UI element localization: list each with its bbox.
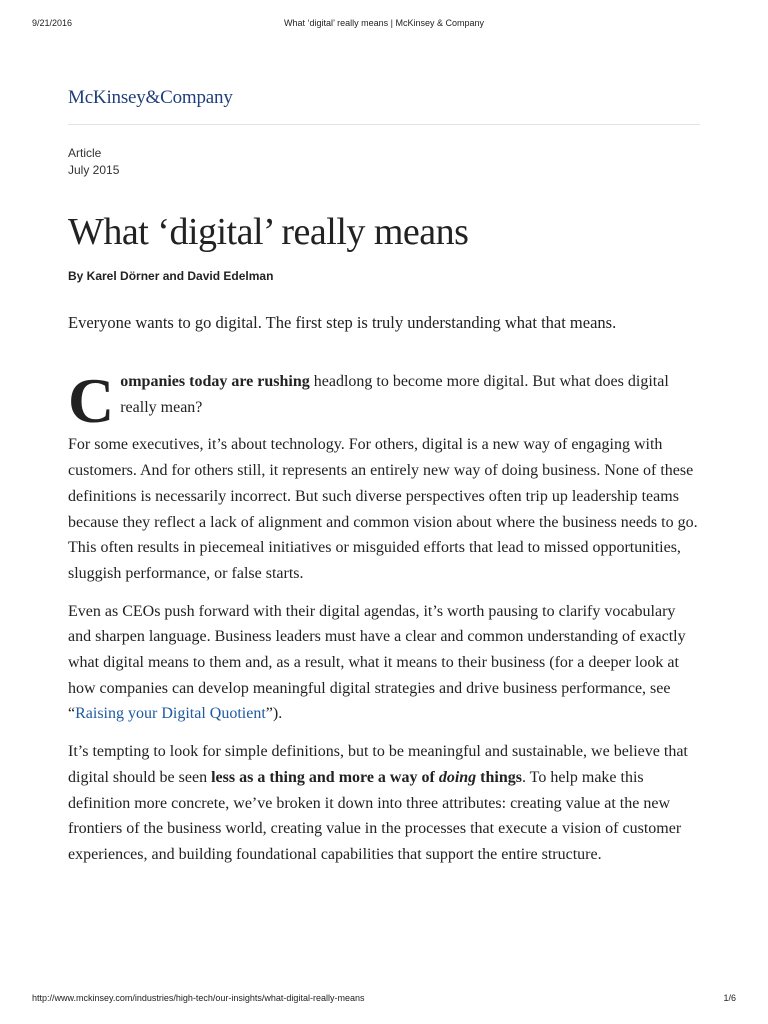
page-number: 1/6 — [723, 993, 736, 1003]
paragraph-2: For some executives, it’s about technology. For others, digital is a new way of engaging with customers. And for others still, it represents an entirely new way of doing business. None of these definitions is necessarily incorrect. But such diverse perspectives often trip up leadership teams because they reflect a lack of alignment and common vision about where the business needs to go. This often results in piecemeal initiatives or misguided efforts that lead to missed opportunities, sluggish performance, or false starts. — [68, 436, 698, 582]
print-date: 9/21/2016 — [32, 18, 73, 28]
drop-cap: C — [68, 365, 115, 436]
article-body — [68, 365, 700, 868]
paragraph-4 — [68, 739, 700, 868]
paragraph-4-bold-2: things — [476, 768, 522, 786]
paragraph-4-end: . To help make this definition more concrete, we’ve broken it down into three attributes: creating value at the new frontiers of the business world, creating value in the processes that execute a vision of customer experiences, and building foundational capabilities that support the entire structure. — [68, 768, 682, 863]
article-dek: Everyone wants to go digital. The first step is truly understanding what that means. — [68, 313, 617, 332]
lead-bold-text: ompanies today are rushing — [120, 373, 310, 390]
lead-text: headlong to become more digital. But what does digital really mean? — [120, 373, 669, 416]
article-title: What ‘digital’ really means — [68, 211, 469, 253]
print-url[interactable]: http://www.mckinsey.com/industries/high-tech/our-insights/what-digital-really-means — [32, 993, 365, 1003]
article-page — [68, 84, 700, 868]
paragraph-4-italic: doing — [438, 768, 477, 786]
paragraph-3-end: ”). — [265, 705, 283, 723]
article-date: July 2015 — [68, 163, 120, 177]
article-byline: By Karel Dörner and David Edelman — [68, 269, 274, 283]
article-type: Article — [68, 146, 102, 160]
print-page-title: What ‘digital’ really means | McKinsey & Company — [283, 18, 485, 28]
article-meta — [68, 145, 700, 179]
paragraph-4-bold-1: less as a thing and more a way of — [211, 768, 439, 786]
paragraph-4-text: It’s tempting to look for simple definitions, but to be meaningful and sustainable, we believe that digital should be seen — [68, 743, 688, 786]
mckinsey-logo[interactable]: McKinsey&Company — [68, 87, 233, 108]
lead-paragraph — [68, 365, 700, 436]
paragraph-3 — [68, 599, 700, 728]
header-divider — [68, 124, 700, 125]
paragraph-3-text: Even as CEOs push forward with their digital agendas, it’s worth pausing to clarify vocabulary and sharpen language. Business leaders must have a clear and common understanding of exactly what digital means to them and, as a result, what it means to their business (for a deeper look at how companies can develop meaningful digital strategies and drive business performance, see “ — [68, 602, 686, 723]
print-footer — [32, 993, 736, 1007]
print-header — [32, 18, 736, 32]
digital-quotient-link[interactable]: Raising your Digital Quotient — [75, 705, 266, 723]
